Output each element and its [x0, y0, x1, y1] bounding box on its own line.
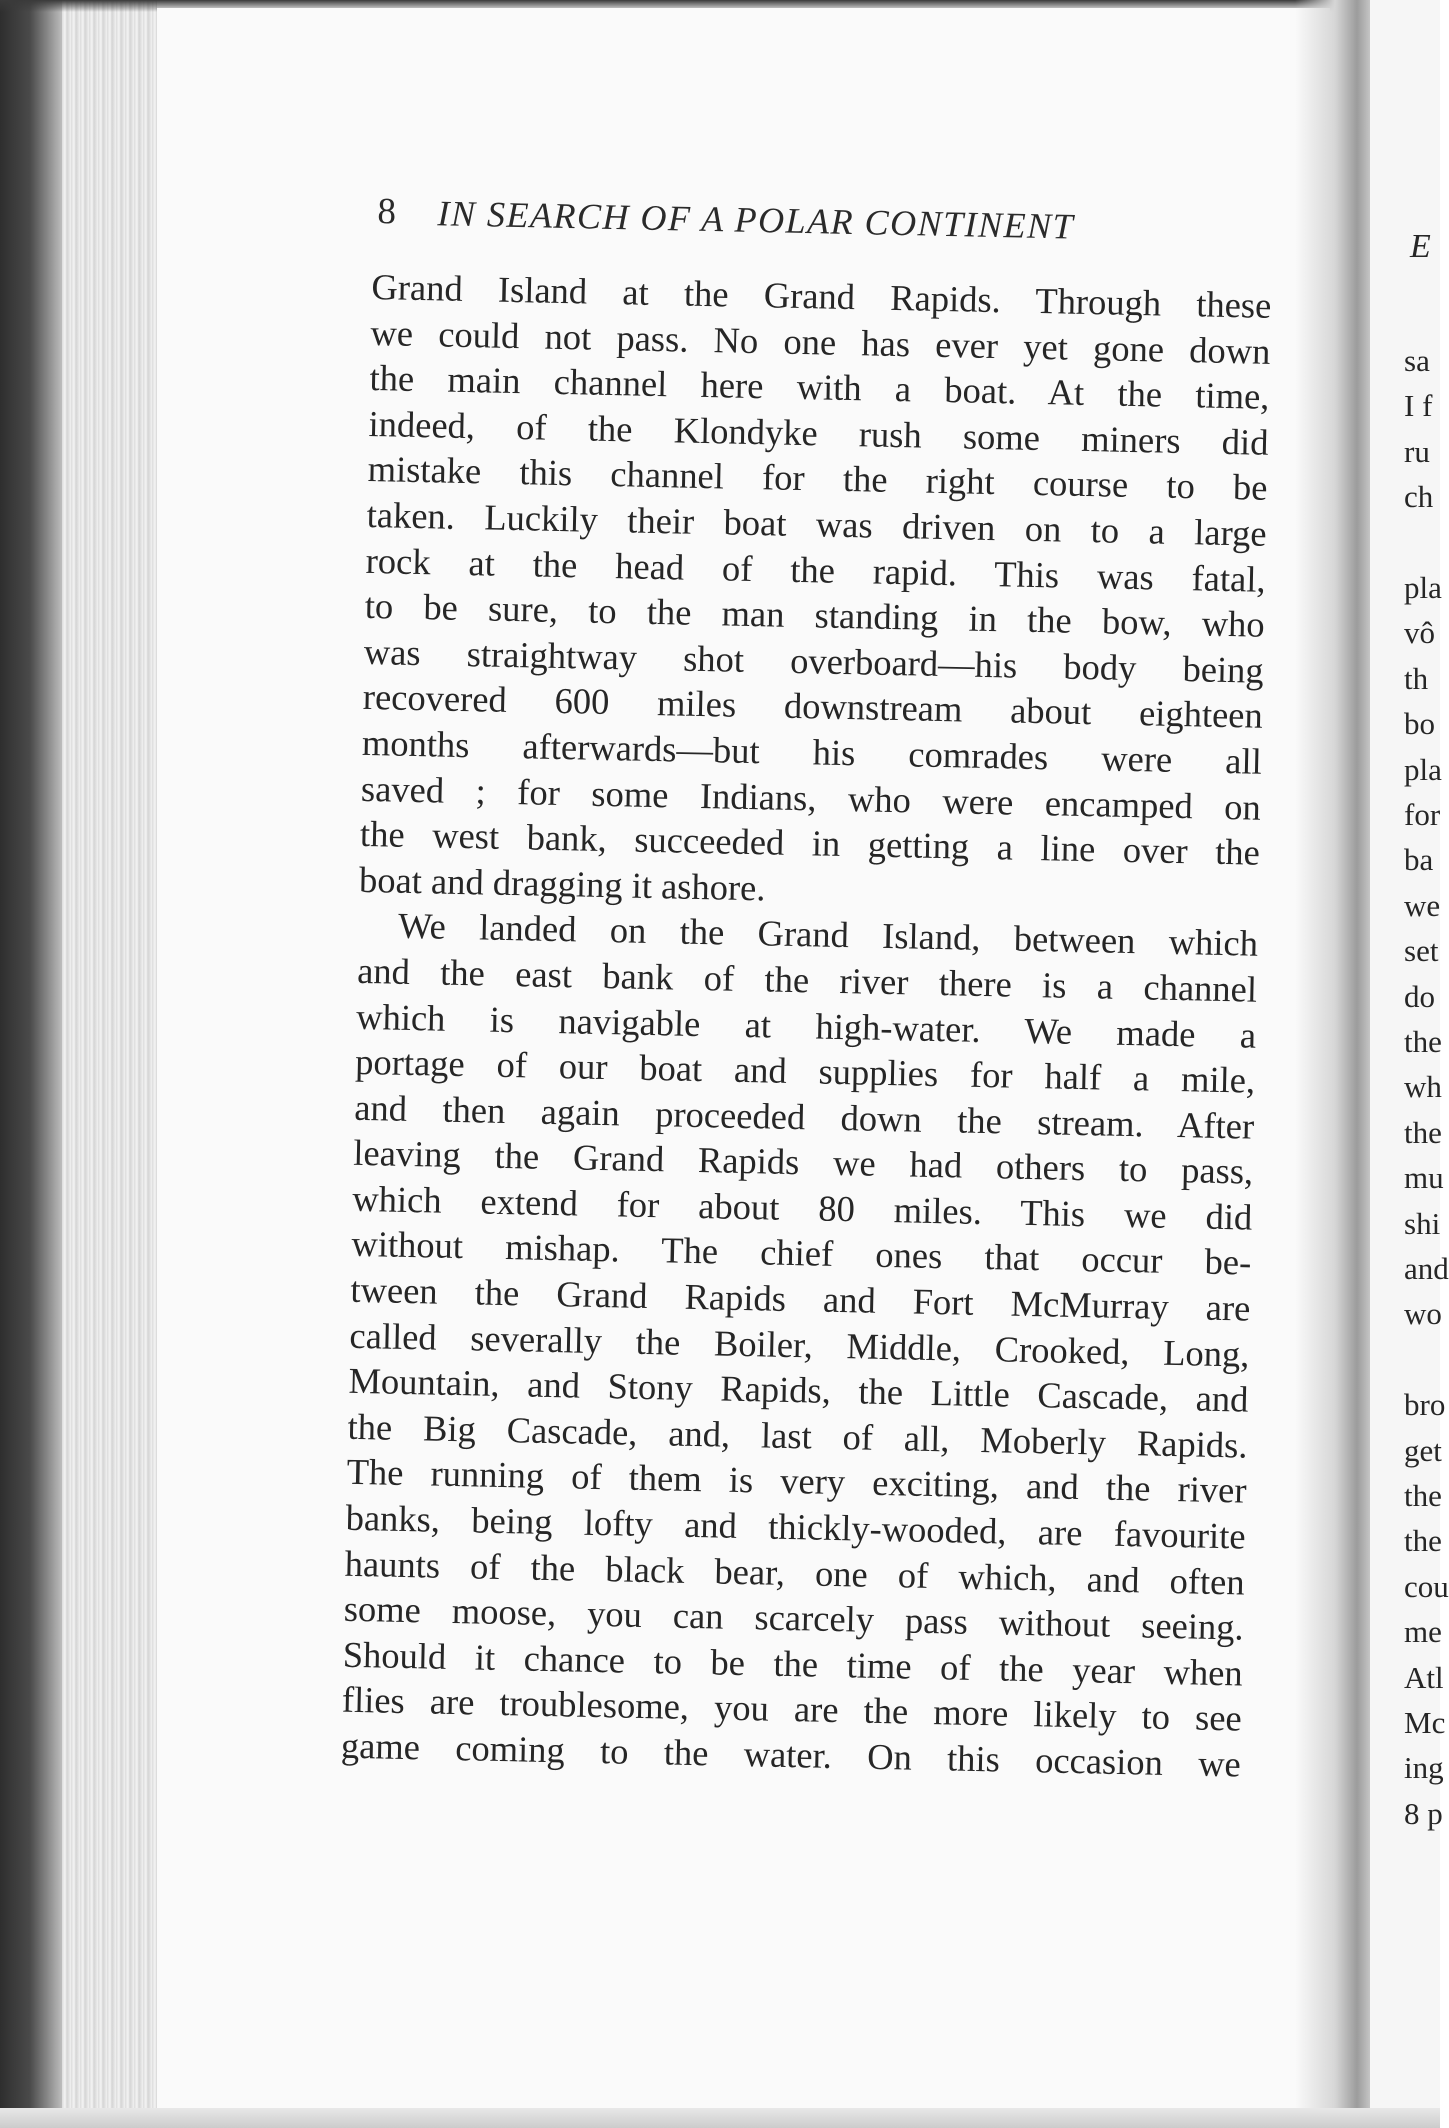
facing-line-fragment: pla	[1404, 570, 1442, 605]
text-line: boat and dragging it ashore.	[358, 858, 766, 909]
facing-line-fragment: Mc	[1404, 1705, 1446, 1740]
facing-line-fragment: th	[1404, 660, 1429, 696]
facing-line-fragment: get	[1404, 1432, 1442, 1468]
text-line: We landed on the Grand Island, between which	[397, 905, 1259, 965]
facing-page	[1370, 0, 1449, 2128]
text-line: which extend for about 80 miles. This we did	[352, 1177, 1253, 1238]
facing-line-fragment: ing	[1404, 1750, 1444, 1786]
text-line: saved ; for some Indians, who were encamped on	[360, 767, 1262, 828]
body-text	[340, 264, 1271, 1787]
facing-line-fragment: sa	[1404, 343, 1430, 378]
text-line: without mishap. The chief ones that occur be-	[351, 1223, 1252, 1284]
text-line: banks, being lofty and thickly-wooded, are favourite	[345, 1496, 1246, 1557]
facing-line-fragment: shi	[1404, 1205, 1441, 1241]
stacked-page-edges	[62, 0, 157, 2128]
text-line: we could not pass. No one has ever yet gone down	[370, 311, 1271, 372]
text-line: tween the Grand Rapids and Fort McMurray are	[350, 1268, 1251, 1329]
text-line: called severally the Boiler, Middle, Crooked, Long,	[349, 1314, 1250, 1375]
text-line: Grand Island at the Grand Rapids. Through these	[371, 265, 1272, 326]
facing-line-fragment: bro	[1404, 1387, 1446, 1423]
facing-line-fragment: I f	[1404, 388, 1433, 424]
facing-line-fragment: vô	[1404, 615, 1435, 651]
text-line: and the east bank of the river there is a channel	[356, 949, 1258, 1010]
facing-line-fragment: bo	[1404, 706, 1435, 742]
text-line: which is navigable at high-water. We made a	[355, 995, 1257, 1056]
text-line: portage of our boat and supplies for half a mile,	[354, 1040, 1256, 1101]
text-line: the west bank, succeeded in getting a line over the	[359, 813, 1261, 873]
text-line: Should it chance to be the time of the year when	[342, 1633, 1244, 1694]
facing-line-fragment: for	[1404, 797, 1441, 832]
facing-line-fragment: ch	[1404, 479, 1434, 515]
text-line: The running of them is very exciting, and the river	[346, 1451, 1247, 1512]
text-line: indeed, of the Klondyke rush some miners did	[368, 402, 1269, 463]
facing-line-fragment: set	[1404, 933, 1439, 969]
bottom-page-edge	[0, 2108, 1440, 2128]
text-line: haunts of the black bear, one of which, and often	[344, 1542, 1246, 1603]
facing-line-fragment: we	[1404, 887, 1441, 923]
text-line: taken. Luckily their boat was driven on to a large	[366, 493, 1267, 554]
text-line: Mountain, and Stony Rapids, the Little Cascade, and	[348, 1360, 1249, 1420]
text-line: and then again proceeded down the stream. After	[353, 1086, 1255, 1147]
text-line: recovered 600 miles downstream about eighteen	[362, 676, 1264, 737]
facing-line-fragment: the	[1404, 1114, 1442, 1150]
facing-line-fragment: pla	[1404, 751, 1442, 787]
facing-line-fragment: the	[1404, 1523, 1442, 1559]
facing-line-fragment: me	[1404, 1614, 1442, 1650]
book-binding	[0, 0, 62, 2128]
text-line: to be sure, to the man standing in the bow, who	[364, 585, 1266, 645]
facing-line-fragment: ba	[1404, 842, 1434, 878]
text-line: flies are troublesome, you are the more likely to see	[341, 1679, 1243, 1739]
running-title: IN SEARCH OF A POLAR CONTINENT	[437, 193, 1075, 247]
facing-page-head: E	[1410, 228, 1431, 265]
text-line: mistake this channel for the right course to be	[367, 448, 1268, 509]
facing-line-fragment: the	[1404, 1478, 1442, 1513]
text-line: some moose, you can scarcely pass without seeing.	[343, 1587, 1245, 1648]
facing-line-fragment: do	[1404, 978, 1435, 1014]
text-line: rock at the head of the rapid. This was fatal,	[365, 539, 1267, 600]
text-line: months afterwards—but his comrades were all	[361, 721, 1263, 782]
text-line: the main channel here with a boat. At the time,	[369, 357, 1270, 418]
facing-line-fragment: 8 p	[1404, 1795, 1443, 1831]
facing-line-fragment: wh	[1404, 1069, 1442, 1105]
facing-line-fragment: wo	[1404, 1296, 1442, 1332]
text-line: was straightway shot overboard—his body being	[363, 630, 1265, 691]
facing-line-fragment: cou	[1404, 1568, 1449, 1604]
facing-line-fragment: mu	[1404, 1160, 1444, 1196]
page-number: 8	[377, 190, 397, 233]
facing-line-fragment: ru	[1404, 433, 1430, 469]
text-line: the Big Cascade, and, last of all, Moberly Rapids.	[347, 1405, 1248, 1466]
text-line: game coming to the water. On this occasion we	[340, 1724, 1242, 1785]
text-line: leaving the Grand Rapids we had others to pass,	[352, 1132, 1254, 1192]
facing-line-fragment: Atl	[1404, 1659, 1444, 1695]
facing-line-fragment: the	[1404, 1024, 1442, 1059]
facing-line-fragment: and	[1404, 1251, 1449, 1286]
